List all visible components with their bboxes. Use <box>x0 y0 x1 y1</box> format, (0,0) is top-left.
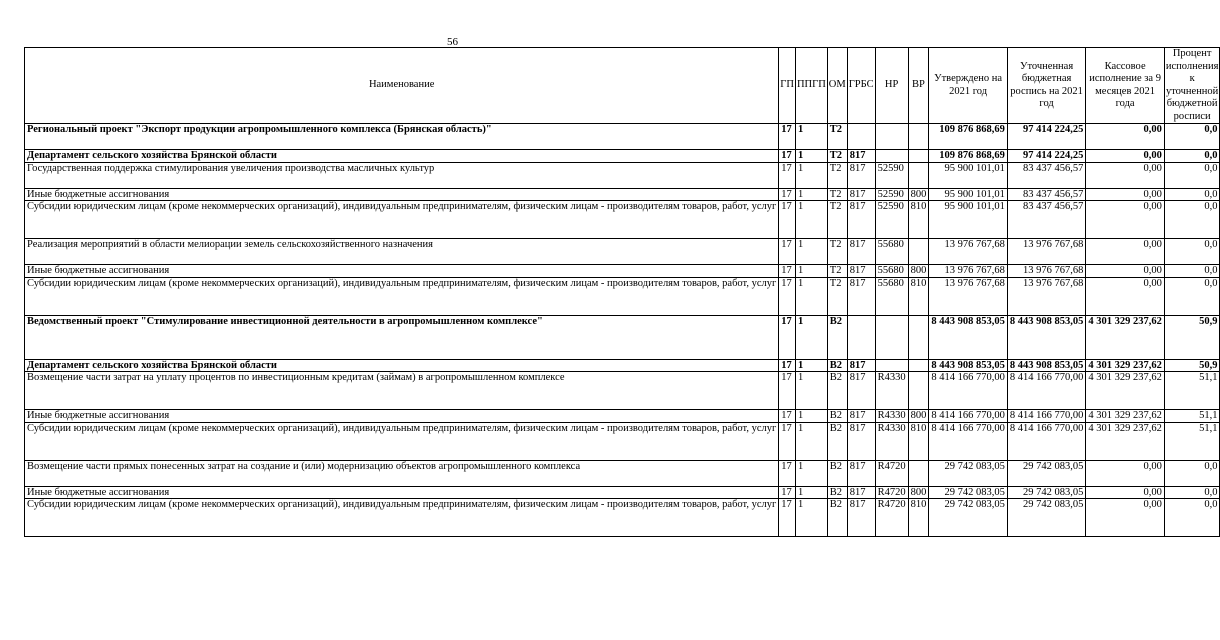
cell-name: Региональный проект "Экспорт продукции агропромышленного комплекса (Брянская область)" <box>25 124 779 150</box>
cell-om: T2 <box>827 265 847 278</box>
cell-refined: 8 414 166 770,00 <box>1007 410 1086 423</box>
cell-vr <box>908 124 929 150</box>
header-name: Наименование <box>25 48 779 124</box>
cell-grbs: 817 <box>847 499 875 537</box>
cell-name: Субсидии юридическим лицам (кроме некоммерческих организаций), индивидуальным предпринимателям, физическим лицам - производителям товаров, работ, услуг <box>25 499 779 537</box>
cell-approved: 95 900 101,01 <box>929 162 1008 188</box>
cell-ppgp: 1 <box>795 460 827 486</box>
cell-refined: 83 437 456,57 <box>1007 162 1086 188</box>
cell-approved: 109 876 868,69 <box>929 150 1008 163</box>
header-grbs: ГРБС <box>847 48 875 124</box>
cell-grbs: 817 <box>847 359 875 372</box>
cell-name: Субсидии юридическим лицам (кроме некоммерческих организаций), индивидуальным предпринимателям, физическим лицам - производителям товаров, работ, услуг <box>25 277 779 315</box>
cell-percent: 0,0 <box>1164 162 1220 188</box>
cell-gp: 17 <box>779 410 796 423</box>
cell-percent: 0,0 <box>1164 265 1220 278</box>
cell-approved: 8 443 908 853,05 <box>929 359 1008 372</box>
table-row <box>25 239 1220 265</box>
cell-np: R4720 <box>875 486 908 499</box>
header-ppgp: ППГП <box>795 48 827 124</box>
cell-approved: 29 742 083,05 <box>929 460 1008 486</box>
cell-np: R4330 <box>875 372 908 410</box>
table-row <box>25 499 1220 537</box>
cell-om: T2 <box>827 162 847 188</box>
cell-cash: 4 301 329 237,62 <box>1086 410 1165 423</box>
budget-table <box>24 47 1220 537</box>
header-approved: Утверждено на 2021 год <box>929 48 1008 124</box>
table-row <box>25 150 1220 163</box>
cell-name: Ведомственный проект "Стимулирование инвестиционной деятельности в агропромышленном комплексе" <box>25 315 779 359</box>
cell-om: T2 <box>827 124 847 150</box>
cell-refined: 83 437 456,57 <box>1007 201 1086 239</box>
cell-refined: 8 443 908 853,05 <box>1007 315 1086 359</box>
cell-approved: 29 742 083,05 <box>929 486 1008 499</box>
cell-om: T2 <box>827 150 847 163</box>
page-number: 56 <box>447 36 458 48</box>
cell-name: Возмещение части прямых понесенных затрат на создание и (или) модернизацию объектов агропромышленного комплекса <box>25 460 779 486</box>
header-refined: Уточненная бюджетная роспись на 2021 год <box>1007 48 1086 124</box>
cell-gp: 17 <box>779 201 796 239</box>
cell-grbs: 817 <box>847 201 875 239</box>
table-row <box>25 315 1220 359</box>
cell-approved: 8 443 908 853,05 <box>929 315 1008 359</box>
cell-ppgp: 1 <box>795 499 827 537</box>
cell-approved: 8 414 166 770,00 <box>929 372 1008 410</box>
header-row <box>25 48 1220 124</box>
cell-approved: 95 900 101,01 <box>929 201 1008 239</box>
cell-grbs: 817 <box>847 188 875 201</box>
cell-vr <box>908 315 929 359</box>
cell-percent: 50,9 <box>1164 315 1220 359</box>
cell-np: 52590 <box>875 201 908 239</box>
cell-refined: 29 742 083,05 <box>1007 460 1086 486</box>
cell-refined: 13 976 767,68 <box>1007 239 1086 265</box>
cell-gp: 17 <box>779 188 796 201</box>
cell-grbs: 817 <box>847 162 875 188</box>
cell-percent: 0,0 <box>1164 201 1220 239</box>
cell-ppgp: 1 <box>795 486 827 499</box>
cell-grbs: 817 <box>847 277 875 315</box>
cell-ppgp: 1 <box>795 239 827 265</box>
cell-approved: 109 876 868,69 <box>929 124 1008 150</box>
cell-om: B2 <box>827 499 847 537</box>
cell-om: B2 <box>827 359 847 372</box>
cell-name: Департамент сельского хозяйства Брянской области <box>25 150 779 163</box>
cell-cash: 0,00 <box>1086 265 1165 278</box>
cell-name: Государственная поддержка стимулирования увеличения производства масличных культур <box>25 162 779 188</box>
cell-refined: 83 437 456,57 <box>1007 188 1086 201</box>
cell-om: T2 <box>827 188 847 201</box>
cell-np <box>875 359 908 372</box>
cell-name: Иные бюджетные ассигнования <box>25 486 779 499</box>
table-row <box>25 422 1220 460</box>
cell-percent: 0,0 <box>1164 460 1220 486</box>
cell-vr <box>908 162 929 188</box>
cell-np: R4330 <box>875 410 908 423</box>
cell-om: B2 <box>827 422 847 460</box>
header-cash: Кассовое исполнение за 9 месяцев 2021 года <box>1086 48 1165 124</box>
table-row <box>25 410 1220 423</box>
cell-vr: 800 <box>908 265 929 278</box>
cell-cash: 4 301 329 237,62 <box>1086 372 1165 410</box>
header-np: НР <box>875 48 908 124</box>
cell-gp: 17 <box>779 162 796 188</box>
cell-ppgp: 1 <box>795 188 827 201</box>
cell-grbs: 817 <box>847 239 875 265</box>
cell-gp: 17 <box>779 150 796 163</box>
cell-np: 52590 <box>875 162 908 188</box>
cell-approved: 95 900 101,01 <box>929 188 1008 201</box>
table-row <box>25 201 1220 239</box>
cell-ppgp: 1 <box>795 277 827 315</box>
cell-percent: 0,0 <box>1164 150 1220 163</box>
cell-gp: 17 <box>779 499 796 537</box>
cell-approved: 13 976 767,68 <box>929 277 1008 315</box>
cell-percent: 0,0 <box>1164 277 1220 315</box>
cell-grbs: 817 <box>847 422 875 460</box>
header-om: ОМ <box>827 48 847 124</box>
cell-cash: 4 301 329 237,62 <box>1086 422 1165 460</box>
cell-name: Иные бюджетные ассигнования <box>25 410 779 423</box>
cell-name: Возмещение части затрат на уплату процентов по инвестиционным кредитам (займам) в агропромышленном комплексе <box>25 372 779 410</box>
cell-om: B2 <box>827 372 847 410</box>
cell-refined: 29 742 083,05 <box>1007 486 1086 499</box>
cell-np <box>875 124 908 150</box>
table-row <box>25 265 1220 278</box>
cell-ppgp: 1 <box>795 359 827 372</box>
cell-gp: 17 <box>779 372 796 410</box>
table-row <box>25 372 1220 410</box>
cell-percent: 0,0 <box>1164 239 1220 265</box>
cell-ppgp: 1 <box>795 315 827 359</box>
cell-om: B2 <box>827 315 847 359</box>
cell-ppgp: 1 <box>795 410 827 423</box>
cell-np: 52590 <box>875 188 908 201</box>
cell-cash: 0,00 <box>1086 124 1165 150</box>
cell-om: B2 <box>827 460 847 486</box>
cell-refined: 29 742 083,05 <box>1007 499 1086 537</box>
table-row <box>25 188 1220 201</box>
table-row <box>25 162 1220 188</box>
cell-cash: 0,00 <box>1086 239 1165 265</box>
cell-np: R4720 <box>875 499 908 537</box>
table-row <box>25 124 1220 150</box>
cell-percent: 0,0 <box>1164 486 1220 499</box>
cell-ppgp: 1 <box>795 150 827 163</box>
cell-cash: 4 301 329 237,62 <box>1086 315 1165 359</box>
cell-np: 55680 <box>875 265 908 278</box>
cell-percent: 51,1 <box>1164 410 1220 423</box>
cell-ppgp: 1 <box>795 162 827 188</box>
cell-grbs: 817 <box>847 265 875 278</box>
cell-refined: 8 443 908 853,05 <box>1007 359 1086 372</box>
cell-vr: 800 <box>908 410 929 423</box>
cell-percent: 0,0 <box>1164 499 1220 537</box>
cell-np: R4720 <box>875 460 908 486</box>
cell-vr: 800 <box>908 188 929 201</box>
cell-refined: 8 414 166 770,00 <box>1007 422 1086 460</box>
cell-grbs: 817 <box>847 372 875 410</box>
cell-om: B2 <box>827 486 847 499</box>
cell-cash: 0,00 <box>1086 486 1165 499</box>
cell-cash: 0,00 <box>1086 150 1165 163</box>
cell-name: Департамент сельского хозяйства Брянской области <box>25 359 779 372</box>
table-row <box>25 359 1220 372</box>
cell-np <box>875 150 908 163</box>
cell-name: Реализация мероприятий в области мелиорации земель сельскохозяйственного назначения <box>25 239 779 265</box>
cell-refined: 13 976 767,68 <box>1007 265 1086 278</box>
cell-ppgp: 1 <box>795 201 827 239</box>
cell-vr <box>908 239 929 265</box>
cell-percent: 51,1 <box>1164 372 1220 410</box>
cell-vr <box>908 359 929 372</box>
cell-vr: 810 <box>908 499 929 537</box>
header-percent: Процент исполнения к уточненной бюджетной росписи <box>1165 48 1219 122</box>
header-vr: ВР <box>908 48 929 124</box>
cell-approved: 13 976 767,68 <box>929 239 1008 265</box>
cell-gp: 17 <box>779 315 796 359</box>
cell-gp: 17 <box>779 265 796 278</box>
cell-approved: 8 414 166 770,00 <box>929 410 1008 423</box>
cell-np: 55680 <box>875 239 908 265</box>
cell-grbs <box>847 124 875 150</box>
cell-vr: 800 <box>908 486 929 499</box>
cell-vr <box>908 150 929 163</box>
cell-cash: 4 301 329 237,62 <box>1086 359 1165 372</box>
cell-gp: 17 <box>779 422 796 460</box>
cell-approved: 29 742 083,05 <box>929 499 1008 537</box>
cell-vr: 810 <box>908 422 929 460</box>
table-row <box>25 460 1220 486</box>
cell-om: B2 <box>827 410 847 423</box>
cell-cash: 0,00 <box>1086 201 1165 239</box>
table-row <box>25 486 1220 499</box>
cell-grbs: 817 <box>847 150 875 163</box>
cell-percent: 0,0 <box>1164 188 1220 201</box>
cell-vr <box>908 460 929 486</box>
header-gp: ГП <box>779 48 796 124</box>
cell-grbs: 817 <box>847 486 875 499</box>
cell-gp: 17 <box>779 486 796 499</box>
cell-om: T2 <box>827 277 847 315</box>
cell-approved: 13 976 767,68 <box>929 265 1008 278</box>
cell-vr: 810 <box>908 201 929 239</box>
cell-refined: 8 414 166 770,00 <box>1007 372 1086 410</box>
cell-vr: 810 <box>908 277 929 315</box>
cell-name: Субсидии юридическим лицам (кроме некоммерческих организаций), индивидуальным предпринимателям, физическим лицам - производителям товаров, работ, услуг <box>25 422 779 460</box>
cell-grbs: 817 <box>847 410 875 423</box>
cell-ppgp: 1 <box>795 422 827 460</box>
cell-ppgp: 1 <box>795 124 827 150</box>
cell-name: Иные бюджетные ассигнования <box>25 188 779 201</box>
cell-gp: 17 <box>779 124 796 150</box>
cell-cash: 0,00 <box>1086 499 1165 537</box>
cell-gp: 17 <box>779 359 796 372</box>
cell-np: R4330 <box>875 422 908 460</box>
cell-gp: 17 <box>779 277 796 315</box>
cell-ppgp: 1 <box>795 265 827 278</box>
cell-cash: 0,00 <box>1086 277 1165 315</box>
cell-grbs <box>847 315 875 359</box>
cell-percent: 50,9 <box>1164 359 1220 372</box>
cell-percent: 0,0 <box>1164 124 1220 150</box>
cell-refined: 97 414 224,25 <box>1007 124 1086 150</box>
cell-cash: 0,00 <box>1086 162 1165 188</box>
cell-approved: 8 414 166 770,00 <box>929 422 1008 460</box>
cell-name: Иные бюджетные ассигнования <box>25 265 779 278</box>
cell-cash: 0,00 <box>1086 188 1165 201</box>
cell-gp: 17 <box>779 239 796 265</box>
cell-refined: 97 414 224,25 <box>1007 150 1086 163</box>
cell-om: T2 <box>827 239 847 265</box>
cell-vr <box>908 372 929 410</box>
cell-refined: 13 976 767,68 <box>1007 277 1086 315</box>
table-row <box>25 277 1220 315</box>
cell-om: T2 <box>827 201 847 239</box>
cell-ppgp: 1 <box>795 372 827 410</box>
cell-percent: 51,1 <box>1164 422 1220 460</box>
cell-grbs: 817 <box>847 460 875 486</box>
cell-name: Субсидии юридическим лицам (кроме некоммерческих организаций), индивидуальным предпринимателям, физическим лицам - производителям товаров, работ, услуг <box>25 201 779 239</box>
cell-np: 55680 <box>875 277 908 315</box>
cell-np <box>875 315 908 359</box>
cell-cash: 0,00 <box>1086 460 1165 486</box>
cell-gp: 17 <box>779 460 796 486</box>
